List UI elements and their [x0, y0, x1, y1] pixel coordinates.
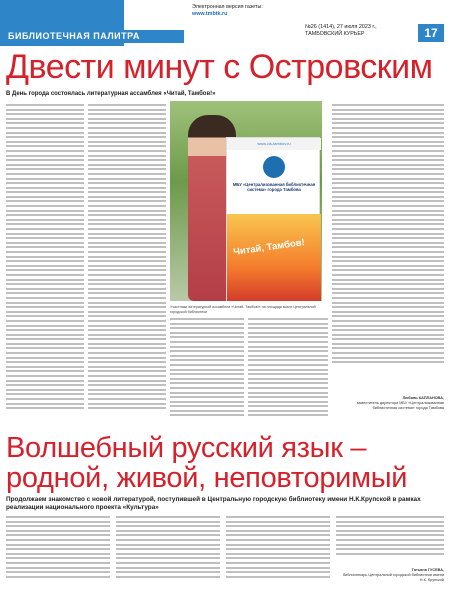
site-url[interactable]: www.tmbtk.ru [192, 11, 228, 17]
article1-lead: В День города состоялась литературная ассамблея «Читай, Тамбов!» [6, 91, 216, 97]
article2-column-2 [116, 516, 220, 586]
issue-info [305, 24, 395, 38]
article2-headline-line2: родной, живой, неповторимый [6, 462, 408, 494]
article2-column-3 [226, 516, 330, 586]
page-header [0, 0, 450, 46]
article1-headline: Двести минут с Островским [6, 48, 433, 86]
article2-author: Татьяна ГУСЕВА, [411, 568, 444, 572]
article2-author-title: библиотекарь Центральной городской библиотеки имени Н.К. Крупской [342, 573, 444, 582]
photo-caption: Участники литературной ассамблеи «Читай, Тамбов!» на площади возле Центральной городской библиотеки [170, 305, 316, 314]
article2-column-4 [336, 516, 444, 564]
library-logo-icon [263, 156, 285, 178]
article2-headline-line1: Волшебный русский язык – [6, 432, 367, 464]
article1-column-1 [6, 104, 84, 430]
article1-author-title: заместитель директора МБУ «Централизованная библиотечная система» города Тамбова [356, 401, 444, 410]
section-title: БИБЛИОТЕЧНАЯ ПАЛИТРА [4, 30, 184, 43]
article1-column-5 [332, 104, 444, 392]
photo-banner [226, 137, 320, 301]
electronic-label: Электронная версия газеты: [192, 4, 263, 10]
banner-organization: МБУ «Централизованная библиотечная система» города Тамбова [232, 182, 316, 193]
article1-column-4 [248, 318, 328, 430]
article1-column-2 [88, 104, 166, 430]
banner-slogan: Читай, Тамбов! [232, 237, 306, 258]
article2-column-1 [6, 516, 110, 586]
article1-column-3 [170, 318, 244, 430]
article1-author: Любовь КАПЛАНОВА, [402, 396, 444, 400]
article1-signature [336, 396, 444, 411]
page-number: 17 [418, 24, 444, 42]
article2-lead: Продолжаем знакомство с новой литературой, поступившей в Центральную городскую библиотеку имени Н.К.Крупской в рамках реализации национального проекта «Культура» [6, 496, 421, 511]
issue-line: №26 (1414), 27 июля 2023 г., [305, 24, 377, 30]
article2-signature [340, 568, 444, 583]
banner-slogan-area [227, 214, 321, 301]
article1-photo [170, 101, 322, 301]
paper-name: ТАМБОВСКИЙ КУРЬЕР [305, 31, 365, 37]
electronic-version-note [192, 4, 263, 18]
banner-url: www.cls-tambov.ru [227, 138, 321, 150]
